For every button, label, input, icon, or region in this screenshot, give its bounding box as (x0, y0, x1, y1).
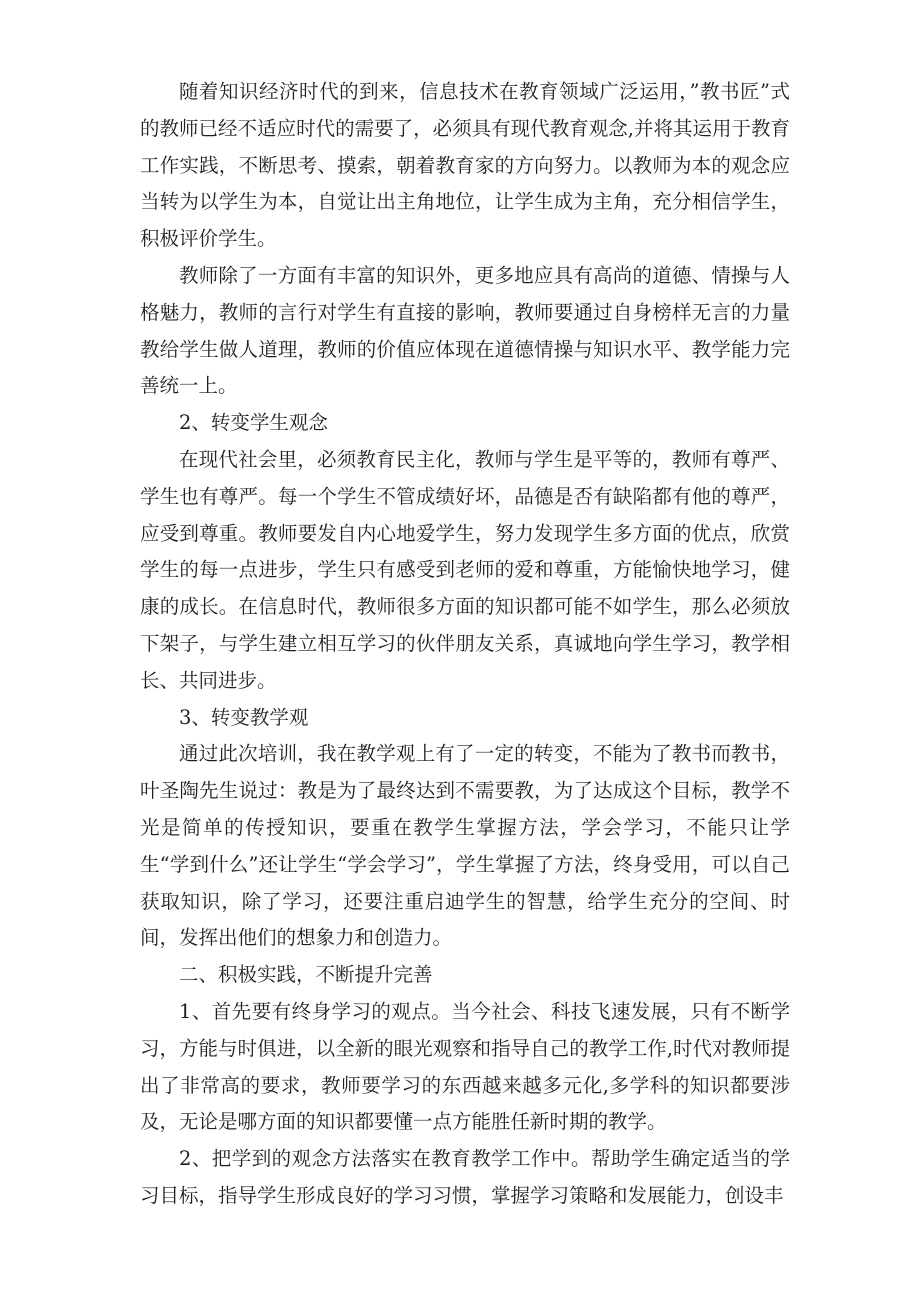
heading-practice: 二、积极实践，不断提升完善 (179, 963, 433, 987)
paragraph-teacher-ethics: 教师除了一方面有丰富的知识外，更多地应具有高尚的道德、情操与人格魅力，教师的言行对学生有直接的影响，教师要通过自身榜样无言的力量教给学生做人道理，教师的价值应体现在道德情操与知识水平、教学能力完善统一上。 (140, 263, 790, 398)
paragraph-apply-methods: 2、把学到的观念方法落实在教育教学工作中。帮助学生确定适当的学习目标，指导学生形成良好的学习习惯，掌握学习策略和发展能力，创设丰 (140, 1147, 790, 1207)
paragraph-lifelong-learning: 1、首先要有终身学习的观点。当今社会、科技飞速发展，只有不断学习，方能与时俱进，以全新的眼光观察和指导自己的教学工作,时代对教师提出了非常高的要求，教师要学习的东西越来越多元化,多学科的知识都要涉及，无论是哪方面的知识都要懂一点方能胜任新时期的教学。 (140, 999, 790, 1134)
paragraph-student-view: 在现代社会里，必须教育民主化，教师与学生是平等的，教师有尊严、学生也有尊严。每一个学生不管成绩好坏，品德是否有缺陷都有他的尊严，应受到尊重。教师要发自内心地爱学生，努力发现学生多方面的优点，欣赏学生的每一点进步，学生只有感受到老师的爱和尊重，方能愉快地学习，健康的成长。在信息时代，教师很多方面的知识都可能不如学生，那么必须放下架子，与学生建立相互学习的伙伴朋友关系，真诚地向学生学习，教学相长、共同进步。 (140, 447, 790, 692)
paragraph-teaching-view: 通过此次培训，我在教学观上有了一定的转变，不能为了教书而教书，叶圣陶先生说过：教是为了最终达到不需要教，为了达成这个目标，教学不光是简单的传授知识，要重在教学生掌握方法，学会学习，不能只让学生“学到什么”还让学生“学会学习”，学生掌握了方法，终身受用，可以自己获取知识，除了学习，还要注重启迪学生的智慧，给学生充分的空间、时间，发挥出他们的想象力和创造力。 (140, 742, 790, 950)
document-page (140, 74, 790, 1215)
heading-student-view: 2、转变学生观念 (179, 411, 328, 435)
heading-teaching-view: 3、转变教学观 (179, 705, 309, 729)
paragraph-intro: 随着知识经济时代的到来，信息技术在教育领域广泛运用，”教书匠”式的教师已经不适应时代的需要了，必须具有现代教育观念,并将其运用于教育工作实践，不断思考、摸索，朝着教育家的方向努力。以教师为本的观念应当转为以学生为本，自觉让出主角地位，让学生成为主角，充分相信学生，积极评价学生。 (140, 80, 790, 251)
